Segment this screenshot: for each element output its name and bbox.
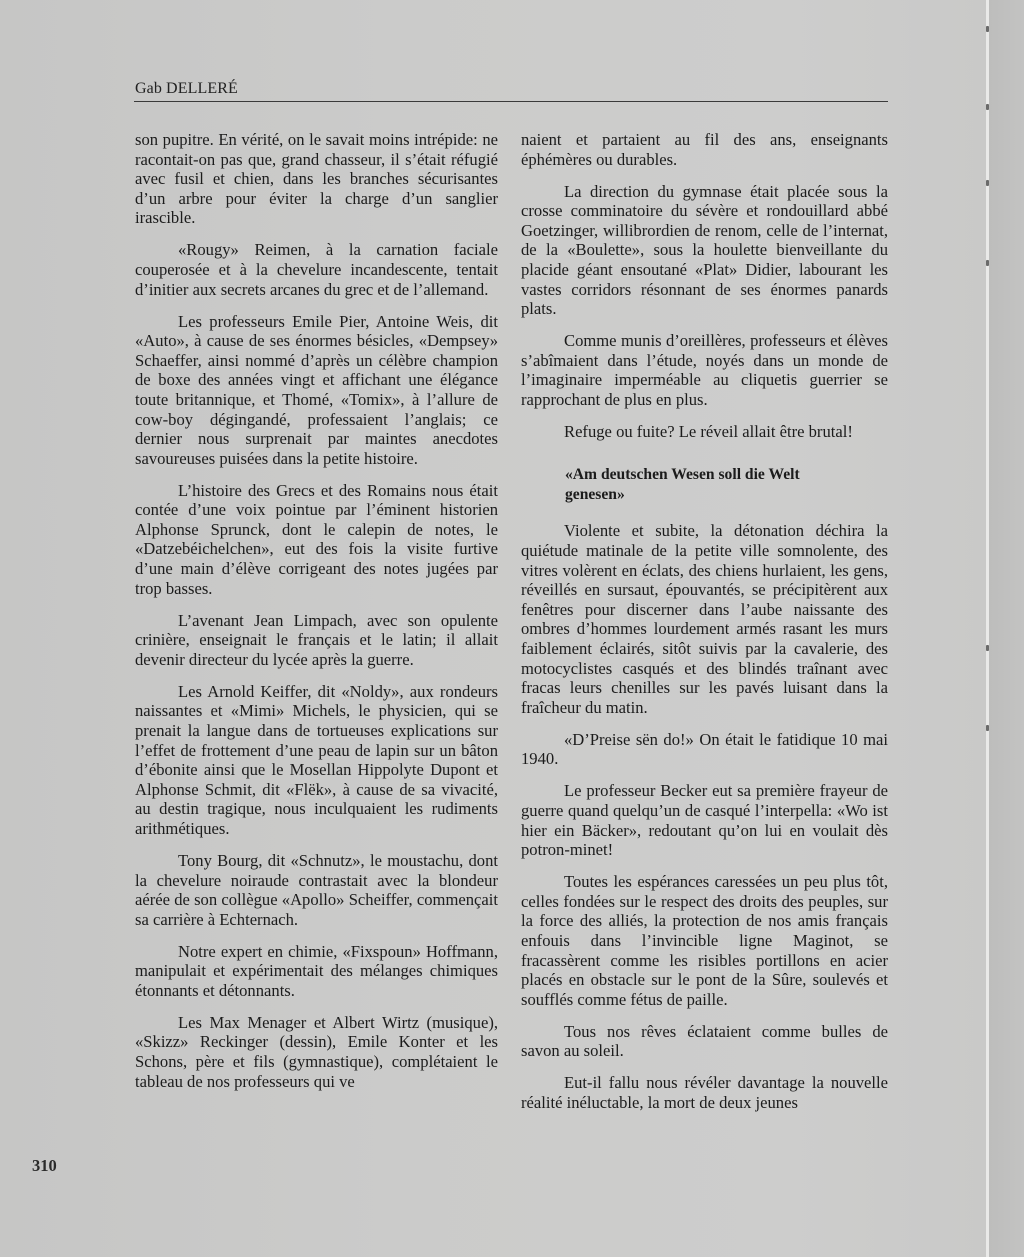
paragraph: Comme munis d’oreillères, professeurs et élèves s’abîmaient dans l’étude, noyés dans un monde de l’imaginaire imperméable au cliquetis guerrier se rapprochant de plus en plus. [521, 331, 888, 409]
paragraph: Le professeur Becker eut sa première frayeur de guerre quand quelqu’un de casqué l’interpella: «Wo ist hier ein Bäcker», redoutant qu’on lui en voulait dès potron-minet! [521, 781, 888, 860]
next-page-strip [989, 0, 1024, 1257]
paragraph: Les Max Menager et Albert Wirtz (musique), «Skizz» Reckinger (dessin), Emile Konter et les Schons, père et fils (gymnastique), complétaient le tableau de nos professeurs qui ve [135, 1012, 498, 1091]
binding-mark [986, 645, 989, 651]
paragraph: L’histoire des Grecs et des Romains nous était contée d’une voix pointue par l’éminent historien Alphonse Sprunck, dont le calepin de notes, le «Datzebéichelchen», eut des fois la visite furtive d’une main d’élève corrigeant des notes jugées par trop basses. [135, 480, 498, 598]
running-head: Gab DELLERÉ [135, 80, 238, 97]
paragraph: Notre expert en chimie, «Fixspoun» Hoffmann, manipulait et expérimentait des mélanges chimiques étonnants et détonnants. [135, 941, 498, 1000]
paragraph: Eut-il fallu nous révéler davantage la nouvelle réalité inéluctable, la mort de deux jeunes [521, 1073, 888, 1112]
paragraph: son pupitre. En vérité, on le savait moins intrépide: ne racontait-on pas que, grand chasseur, il s’était réfugié avec fusil et chien, dans les branches sécurisantes d’un arbre pour éviter la charge d’un sanglier irascible. [135, 130, 498, 228]
binding-mark [986, 180, 989, 186]
paragraph: «D’Preise sën do!» On était le fatidique 10 mai 1940. [521, 729, 888, 769]
right-column [521, 130, 888, 1125]
section-heading: «Am deutschen Wesen soll die Welt genesen» [565, 466, 800, 504]
binding-mark [986, 260, 989, 266]
paragraph: naient et partaient au fil des ans, enseignants éphémères ou durables. [521, 130, 888, 169]
paragraph: Tous nos rêves éclataient comme bulles de savon au soleil. [521, 1021, 888, 1061]
paragraph: Tony Bourg, dit «Schnutz», le moustachu, dont la chevelure noiraude contrastait avec la blondeur aérée de son collègue «Apollo» Scheiffer, commençait sa carrière à Echternach. [135, 850, 498, 929]
paragraph: La direction du gymnase était placée sous la crosse comminatoire du sévère et rondouillard abbé Goetzinger, willibrordien de renom, celle de l’internat, de la «Boulette», sous la houlette bienveillante du placide géant ensoutané «Plat» Didier, labourant les vastes corridors résonnant de ses énormes panards plats. [521, 181, 888, 319]
binding-mark [986, 104, 989, 110]
paragraph: Toutes les espérances caressées un peu plus tôt, celles fondées sur le respect des droits des peuples, sur la force des alliés, la protection de nos amis français enfouis dans l’invincible ligne Maginot, se fracassèrent comme les risibles portillons en acier placés en obstacle sur le pont de la Sûre, soulevés et soufflés comme fétus de paille. [521, 872, 888, 1009]
paragraph: «Rougy» Reimen, à la carnation faciale couperosée et à la chevelure incandescente, tentait d’initier aux secrets arcanes du grec et de l’allemand. [135, 240, 498, 299]
paragraph: Violente et subite, la détonation déchira la quiétude matinale de la petite ville somnolente, des vitres volèrent en éclats, des chiens hurlaient, les gens, réveillés en sursaut, épouvantés, se précipitèrent aux fenêtres pour discerner dans l’aube naissante des ombres d’hommes lourdement armés rasant les murs faiblement éclairés, sitôt suivis par la cavalerie, des motocyclistes casqués et des blindés traînant avec fracas leurs chenilles sur les pavés luisant dans la fraîcheur du matin. [521, 521, 888, 717]
header-rule [134, 101, 888, 102]
left-column [135, 130, 498, 1104]
page-number: 310 [32, 1156, 57, 1175]
paragraph: L’avenant Jean Limpach, avec son opulente crinière, enseignait le français et le latin; il allait devenir directeur du lycée après la guerre. [135, 610, 498, 669]
binding-mark [986, 26, 989, 32]
paragraph: Les professeurs Emile Pier, Antoine Weis, dit «Auto», à cause de ses énormes bésicles, «Dempsey» Schaeffer, ainsi nommé d’après un célèbre champion de boxe des années vingt et affichant une élégance toute britannique, et Thomé, «Tomix», à l’allure de cow-boy dégingandé, professaient l’anglais; ce dernier nous surprenait par maintes anecdotes savoureuses puisées dans la petite histoire. [135, 311, 498, 468]
paragraph: Refuge ou fuite? Le réveil allait être brutal! [564, 421, 853, 441]
paragraph: Les Arnold Keiffer, dit «Noldy», aux rondeurs naissantes et «Mimi» Michels, le physicien, qui se prenait la langue dans de tortueuses explications sur l’effet de frottement d’une peau de lapin sur un bâton d’ébonite ainsi que le Mosellan Hippolyte Dupont et Alphonse Schmit, dit «Flëk», à cause de sa vivacité, au destin tragique, nous inculquaient les rudiments arithmétiques. [135, 681, 498, 838]
binding-mark [986, 725, 989, 731]
